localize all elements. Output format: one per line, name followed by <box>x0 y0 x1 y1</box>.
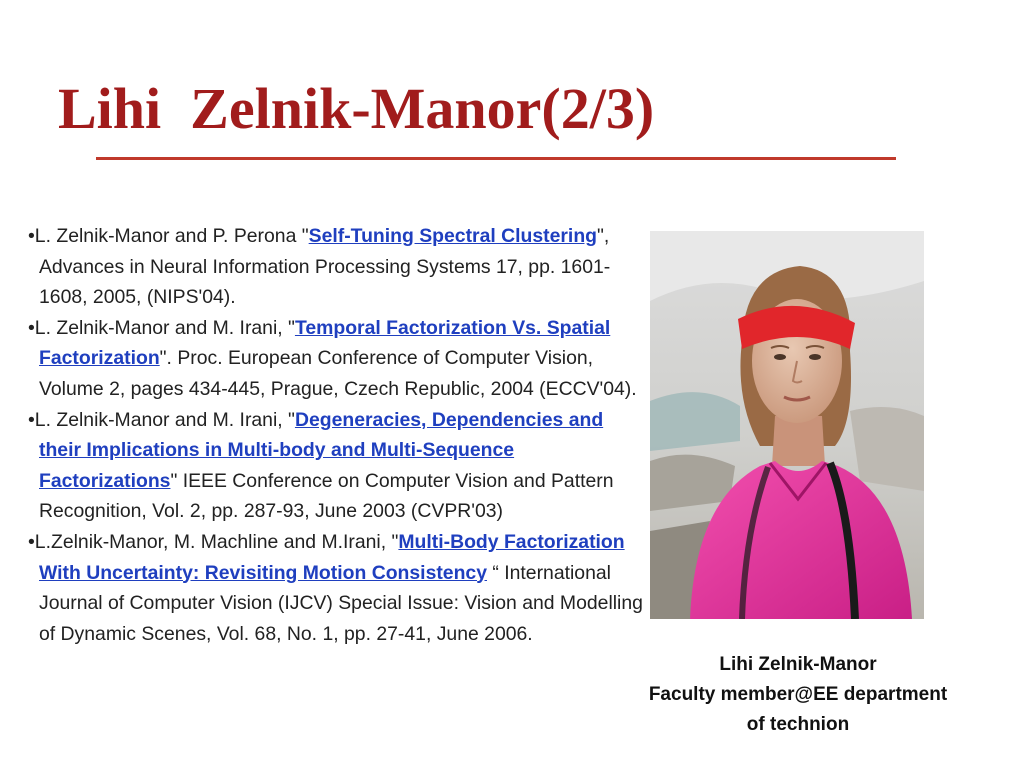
caption-role: Faculty member@EE department <box>648 684 948 705</box>
reference-link[interactable]: Self-Tuning Spectral Clustering <box>308 225 598 247</box>
reference-item <box>28 527 644 649</box>
reference-authors: L. Zelnik-Manor and M. Irani, " <box>34 408 295 431</box>
reference-item <box>28 313 644 405</box>
bullet: • <box>28 316 35 339</box>
portrait-photo <box>650 231 924 619</box>
reference-link[interactable]: Temporal Factorization Vs. Spatial Factorization <box>39 316 611 370</box>
reference-details: ", Advances in Neural Information Processing Systems 17, pp. 1601-1608, 2005, (NIPS'04). <box>39 225 611 309</box>
photo-caption <box>600 650 996 740</box>
reference-item <box>28 405 644 527</box>
reference-link[interactable]: Degeneracies, Dependencies and their Implications in Multi-body and Multi-Sequence Factorizations <box>39 408 604 492</box>
reference-authors: L. Zelnik-Manor and P. Perona " <box>34 225 309 247</box>
reference-list <box>28 221 644 649</box>
caption-name: Lihi Zelnik-Manor <box>719 654 877 675</box>
reference-link[interactable]: Multi-Body Factorization With Uncertainty: Revisiting Motion Consistency <box>39 530 625 584</box>
title-divider <box>96 157 896 160</box>
bullet: • <box>28 225 35 247</box>
slide-title: Lihi Zelnik-Manor(2/3) <box>58 76 655 141</box>
reference-details: " IEEE Conference on Computer Vision and Pattern Recognition, Vol. 2, pp. 287-93, June 2003 (CVPR'03) <box>39 469 614 523</box>
reference-authors: L.Zelnik-Manor, M. Machline and M.Irani, " <box>34 530 399 553</box>
bullet: • <box>28 408 35 431</box>
reference-authors: L. Zelnik-Manor and M. Irani, " <box>34 316 295 339</box>
reference-details: ". Proc. European Conference of Computer Vision, Volume 2, pages 434-445, Prague, Czech Republic, 2004 (ECCV'04). <box>39 347 637 400</box>
caption-institution: of technion <box>746 714 850 735</box>
reference-details: “ International Journal of Computer Vision (IJCV) Special Issue: Vision and Modelling of Dynamic Scenes, Vol. 68, No. 1, pp. 27-41, June 2006. <box>39 561 643 645</box>
reference-item <box>28 221 644 313</box>
bullet: • <box>28 530 35 553</box>
